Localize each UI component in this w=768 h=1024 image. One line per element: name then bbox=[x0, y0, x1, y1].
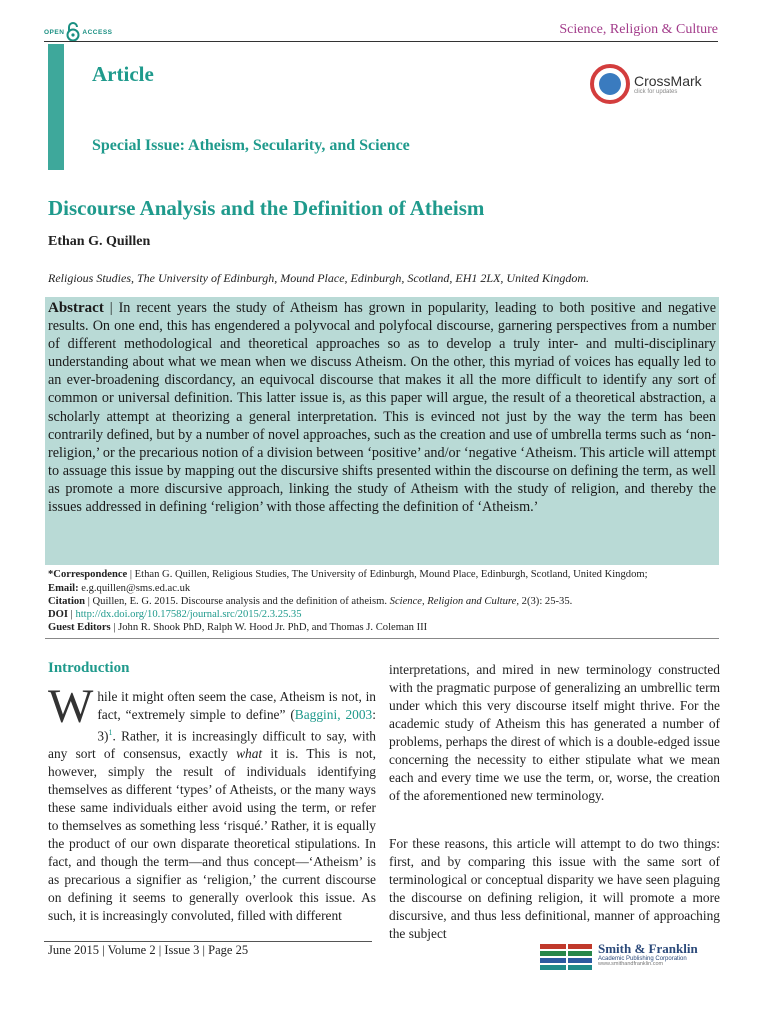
doi-link[interactable]: http://dx.doi.org/10.17582/journal.src/2015/2.3.25.35 bbox=[75, 609, 302, 620]
body-text: hile it might often seem the case, Atheism is not, in fact, “extremely simple to define” ( bbox=[97, 689, 376, 722]
emphasis-what: what bbox=[236, 746, 263, 762]
open-access-label-left: OPEN bbox=[44, 28, 65, 36]
publisher-url[interactable]: www.smithandfranklin.com bbox=[598, 960, 664, 967]
publisher-subtitle: Academic Publishing Corporation bbox=[598, 955, 687, 962]
open-lock-icon bbox=[66, 22, 80, 42]
article-type-label: Article bbox=[92, 62, 154, 86]
abstract-heading: Abstract bbox=[48, 300, 104, 316]
article-title: Discourse Analysis and the Definition of Atheism bbox=[48, 196, 485, 220]
side-accent-bar bbox=[48, 44, 64, 170]
email-value[interactable]: e.g.quillen@sms.ed.ac.uk bbox=[78, 583, 191, 594]
journal-name: Science, Religion & Culture bbox=[559, 22, 718, 37]
citation-tail: 2(3): 25-35. bbox=[519, 596, 573, 607]
publisher-books-icon bbox=[540, 942, 594, 974]
email-label: Email: bbox=[48, 583, 79, 594]
abstract bbox=[48, 299, 716, 516]
citation-value: | Quillen, E. G. 2015. Discourse analysis and the definition of atheism. bbox=[85, 596, 390, 607]
doi-separator: | bbox=[68, 609, 76, 620]
body-paragraph-1-right: interpretations, and mired in new terminology constructed with the pragmatic purpose of generalizing an umbrellic term under which this very discourse itself might thrive. For the academic study of Atheism this has generated a number of problems, perhaps the direst of which is a double-edged issue concerning the necessity to either stipulate what we mean each and every time we use the term, or, worse, the creation of the aforementioned new terminology. bbox=[389, 662, 720, 803]
doi-label: DOI bbox=[48, 609, 69, 620]
body-text: . Rather, it is increasingly difficult to say, with any sort of consensus, exactly bbox=[48, 728, 376, 762]
correspondence-value: | Ethan G. Quillen, Religious Studies, The University of Edinburgh, Mound Place, Edinburgh, Scotland, United Kingdom; bbox=[127, 569, 648, 580]
crossmark-label: CrossMark bbox=[634, 73, 702, 89]
citation-journal: Science, Religion and Culture, bbox=[389, 596, 520, 607]
guest-editors-value: | John R. Shook PhD, Ralph W. Hood Jr. PhD, and Thomas J. Coleman III bbox=[110, 622, 428, 633]
open-access-label-right: ACCESS bbox=[82, 28, 113, 36]
introduction-heading: Introduction bbox=[48, 660, 130, 676]
body-paragraph-2: For these reasons, this article will attempt to do two things: first, and by comparing this issue with the same sort of terminological or conceptual disparity we have seen plaguing the discourse on defining religion, it will promote a more discursive, and thus less definitional, manner of approaching the subject bbox=[389, 836, 720, 941]
abstract-separator: | bbox=[103, 300, 119, 316]
crossmark-icon bbox=[590, 64, 630, 104]
drop-cap: W bbox=[48, 680, 94, 733]
crossmark-badge[interactable] bbox=[590, 62, 720, 106]
citation-link-baggini[interactable]: Baggini, 2003 bbox=[294, 707, 373, 722]
guest-editors-label: Guest Editors bbox=[48, 622, 111, 633]
body-paragraph-1-left bbox=[48, 680, 376, 925]
guest-editors-line bbox=[48, 621, 427, 634]
header-divider bbox=[44, 41, 718, 42]
body-text: it is. This is not, however, simply the result of individuals identifying themselves as different ‘types’ of Atheists, or the many ways these same individuals either avoid using the term, or refer to themselves as something less ‘risqué.’ Rather, it is equally the product of our own disparate theoretical stipulations. In fact, and though the term—and thus concept—‘Atheism’ is as precarious a signifier as ‘religion,’ the current discourse on defining it seems to generally overlook this issue. As such, it is increasingly convoluted, filled with different bbox=[48, 746, 376, 924]
publisher-name: Smith & Franklin bbox=[598, 941, 698, 956]
publisher-logo bbox=[540, 942, 722, 976]
footnote-link[interactable]: 1 bbox=[108, 728, 113, 737]
crossmark-sublabel: click for updates bbox=[634, 89, 678, 95]
body-text: : 3) bbox=[97, 707, 376, 744]
issue-info: June 2015 | Volume 2 | Issue 3 | Page 25 bbox=[48, 943, 249, 957]
abstract-body: In recent years the study of Atheism has grown in popularity, leading to both positive and negative results. On one end, this has engendered a polyvocal and polyfocal discourse, garnering perspectives from a number of different methodological and theoretical approaches so as to develop a truly inter- and multi-disciplinary understanding about what we mean when we discuss Atheism. On the other, this myriad of voices has equally led to an ever-broadening discordancy, an equivocal discourse that makes it all the more difficult to identify any sort of common or universal definition. This latter issue is, as this paper will argue, the result of a theoretical abstraction, a scholarly attempt at theorizing a general interpretation. This is evinced not just by the way the term has been contrarily defined, but by a number of novel approaches, such as the creation and use of umbrella terms such as ‘non-religion,’ or the precarious notion of a division between ‘positive’ and/or ‘negative ‘Atheism. This article will attempt to assuage this issue by mapping out the discursive shifts presented within the discourse on defining the term, as well as promote a more discursive approach, linking the study of Atheism with the study of religion, and thereby the issues addressed in defining ‘religion’ with those affecting the definition of ‘Atheism.’ bbox=[48, 300, 717, 516]
author-name: Ethan G. Quillen bbox=[48, 234, 151, 249]
correspondence-line bbox=[48, 568, 648, 581]
correspondence-label: *Correspondence bbox=[48, 569, 128, 580]
email-line bbox=[48, 582, 190, 595]
doi-line bbox=[48, 608, 302, 621]
citation-line bbox=[48, 595, 572, 608]
author-affiliation: Religious Studies, The University of Edinburgh, Mound Place, Edinburgh, Scotland, EH1 2LX, United Kingdom. bbox=[48, 271, 590, 285]
special-issue-heading: Special Issue: Atheism, Secularity, and Science bbox=[92, 137, 410, 154]
article-metadata bbox=[45, 566, 719, 639]
footer-divider bbox=[44, 941, 372, 942]
citation-label: Citation bbox=[48, 596, 86, 607]
